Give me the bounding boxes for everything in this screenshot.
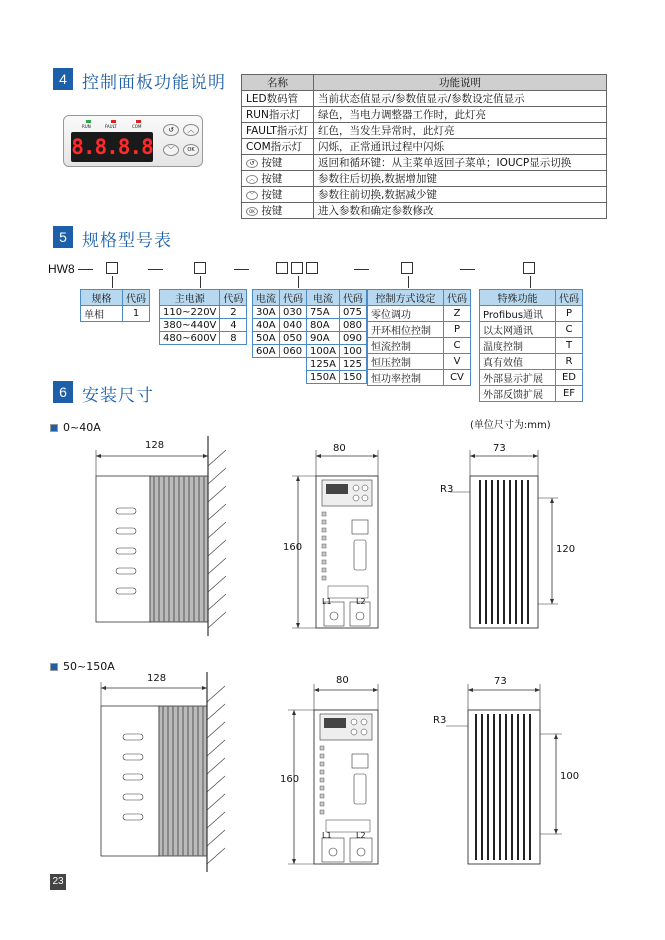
spec-cell: 真有效值 [480,354,556,370]
spec-header: 主电源 [160,290,220,306]
func-desc: 参数往前切换,数据减少键 [314,187,607,203]
model-box-current-2 [291,262,303,274]
led-display: 8.8.8.8 [71,132,153,162]
group1-side-width: 128 [145,440,165,451]
spec-cell: 40A [253,319,280,332]
spec-cell: 30A [253,306,280,319]
spec-cell: 125 [339,358,366,371]
model-box-control [401,262,413,274]
group2-top-height: 100 [560,771,580,782]
group1-radius: R3 [440,484,454,495]
spec-header: 代码 [280,290,307,306]
group2-front-width: 80 [336,675,349,686]
spec-empty [280,358,307,371]
spec-header: 代码 [220,290,247,306]
spec-table-special [479,289,583,402]
func-name: LED数码管 [242,91,314,107]
spec-cell: T [556,338,583,354]
spec-cell: 75A [307,306,340,319]
group1-side-view [90,436,240,636]
spec-header: 代码 [444,290,471,306]
spec-cell: CV [444,370,471,386]
spec-cell: 125A [307,358,340,371]
func-name: FAULT指示灯 [242,123,314,139]
group2-radius: R3 [433,715,447,726]
spec-empty [280,371,307,384]
spec-cell: 075 [339,306,366,319]
spec-cell: C [444,338,471,354]
spec-cell: Profibus通讯 [480,306,556,322]
led-run-indicator [86,120,91,123]
group1-top-width: 73 [493,443,506,454]
group1-top-view [440,440,590,640]
model-code-line [48,262,598,282]
spec-header: 代码 [123,290,150,306]
group1-front-view [278,440,398,640]
func-desc: 返回和循环键：从主菜单返回子菜单；IOUCP显示切换 [314,155,607,171]
group1-top-height: 120 [556,544,576,555]
spec-cell: 外部显示扩展 [480,370,556,386]
spec-cell: 080 [339,319,366,332]
led-run-label: RUN [82,124,91,129]
group2-range: 50~150A [63,660,115,673]
spec-cell: 零位调功 [368,306,444,322]
spec-cell: 2 [220,306,247,319]
model-box-current-3 [306,262,318,274]
model-box-voltage [194,262,206,274]
spec-header: 代码 [339,290,366,306]
spec-table-voltage [159,289,247,345]
spec-header: 电流 [253,290,280,306]
func-name: COM指示灯 [242,139,314,155]
ok-key-icon: OK [246,207,258,216]
ok-key-button[interactable]: OK [183,144,199,156]
spec-header: 特殊功能 [480,290,556,306]
group1-front-height: 160 [283,542,303,553]
group2-front-height: 160 [280,774,300,785]
bullet-square-icon [50,424,58,432]
spec-cell: 480~600V [160,332,220,345]
func-key-cell [242,155,314,171]
group2-side-width: 128 [147,673,167,684]
func-name: 按键 [261,189,283,201]
spec-header: 规格 [81,290,123,306]
led-com-label: COM [132,124,142,129]
up-key-button[interactable]: ︿ [183,124,199,136]
spec-cell: 110~220V [160,306,220,319]
group1-label [50,421,101,434]
spec-cell: 150A [307,371,340,384]
section-4-title: 控制面板功能说明 [82,73,226,93]
spec-table-control [367,289,471,386]
led-fault-indicator [111,120,116,123]
spec-cell: 恒压控制 [368,354,444,370]
down-key-icon: ﹀ [246,191,258,200]
function-table [241,74,607,219]
func-key-cell [242,203,314,219]
func-header-desc: 功能说明 [314,75,607,91]
spec-cell: 150 [339,371,366,384]
spec-cell: V [444,354,471,370]
spec-cell: 60A [253,345,280,358]
spec-cell: ED [556,370,583,386]
spec-cell: EF [556,386,583,402]
led-fault-label: FAULT [105,124,117,129]
spec-header: 控制方式设定 [368,290,444,306]
spec-empty [253,371,280,384]
func-name: 按键 [261,157,283,169]
spec-cell: 温度控制 [480,338,556,354]
terminal-l1-label: L1 [322,831,332,840]
func-desc: 当前状态值显示/参数值显示/参数设定值显示 [314,91,607,107]
spec-cell: 80A [307,319,340,332]
group1-front-width: 80 [333,443,346,454]
section-5-number: 5 [53,226,73,248]
model-box-phase [106,262,118,274]
spec-header: 代码 [556,290,583,306]
spec-cell: 单相 [81,306,123,322]
group2-side-view [95,672,245,872]
down-key-button[interactable]: ﹀ [163,144,179,156]
spec-cell: P [444,322,471,338]
spec-cell: 开环相位控制 [368,322,444,338]
model-box-special [523,262,535,274]
spec-table-current [252,289,367,384]
spec-cell: 90A [307,332,340,345]
spec-cell: P [556,306,583,322]
spec-cell: 恒流控制 [368,338,444,354]
spec-cell: 090 [339,332,366,345]
bullet-square-icon [50,663,58,671]
func-desc: 绿色，当电力调整器工作时，此灯亮 [314,107,607,123]
spec-cell: C [556,322,583,338]
spec-cell: 030 [280,306,307,319]
back-key-button[interactable]: ↺ [163,124,179,136]
spec-cell: 8 [220,332,247,345]
func-name: 按键 [261,205,283,217]
spec-table-phase [80,289,150,322]
func-key-cell [242,171,314,187]
section-5-title: 规格型号表 [82,231,172,251]
spec-cell: 100 [339,345,366,358]
control-panel-image [63,115,203,167]
spec-header: 电流 [307,290,340,306]
terminal-l1-label: L1 [322,597,332,606]
func-desc: 红色，当发生异常时，此灯亮 [314,123,607,139]
spec-cell: R [556,354,583,370]
spec-cell: 外部反馈扩展 [480,386,556,402]
unit-note: (单位尺寸为:mm) [470,420,551,431]
spec-cell: 1 [123,306,150,322]
terminal-l2-label: L2 [356,831,366,840]
func-desc: 参数往后切换,数据增加键 [314,171,607,187]
func-desc: 闪烁，正常通讯过程中闪烁 [314,139,607,155]
spec-cell: 恒功率控制 [368,370,444,386]
spec-cell: 50A [253,332,280,345]
spec-cell: 以太网通讯 [480,322,556,338]
up-key-icon: ︿ [246,175,258,184]
terminal-l2-label: L2 [356,597,366,606]
func-desc: 进入参数和确定参数修改 [314,203,607,219]
spec-cell: 4 [220,319,247,332]
func-header-name: 名称 [242,75,314,91]
spec-cell: 040 [280,319,307,332]
func-key-cell [242,187,314,203]
model-box-current-1 [276,262,288,274]
model-prefix: HW8 [48,262,75,276]
spec-cell: 380~440V [160,319,220,332]
spec-empty [253,358,280,371]
func-name: 按键 [261,173,283,185]
page-number: 23 [50,874,66,890]
section-6-number: 6 [53,381,73,403]
func-name: RUN指示灯 [242,107,314,123]
section-4-number: 4 [53,68,73,90]
section-6-title: 安装尺寸 [82,386,154,406]
spec-cell: 050 [280,332,307,345]
led-com-indicator [136,120,141,123]
back-key-icon: ↺ [246,159,258,168]
spec-cell: Z [444,306,471,322]
spec-cell: 100A [307,345,340,358]
group1-range: 0~40A [63,421,101,434]
group2-top-width: 73 [494,676,507,687]
spec-cell: 060 [280,345,307,358]
